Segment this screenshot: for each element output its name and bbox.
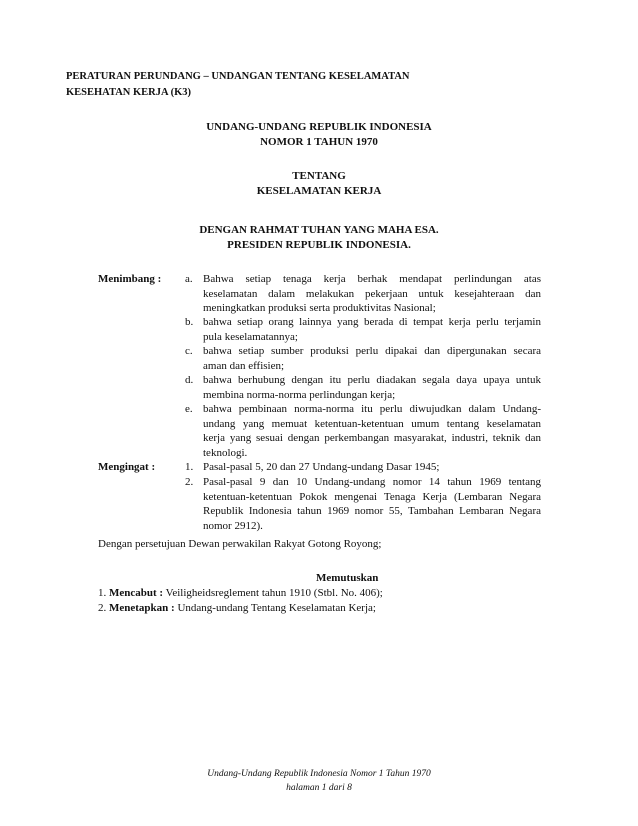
text-line: teknologi. xyxy=(203,446,248,459)
document-header-line-2: KESEHATAN KERJA (K3) xyxy=(66,87,192,98)
law-subject: KESELAMATAN KERJA xyxy=(256,185,382,197)
text-line: ketentuan-ketentuan Pokok mengenai Tenaga Kerja (Lembaran Negara xyxy=(203,490,541,503)
about-label: TENTANG xyxy=(292,170,346,182)
menimbang-item-e xyxy=(203,402,541,460)
menimbang-item-b xyxy=(203,315,541,344)
text-line: Pasal-pasal 9 dan 10 Undang-undang nomor 14 tahun 1969 tentang xyxy=(203,476,541,488)
mengingat-item-number: 2. xyxy=(185,476,194,488)
law-number: NOMOR 1 TAHUN 1970 xyxy=(260,136,378,148)
mengingat-item-2 xyxy=(203,475,541,533)
decision-item-2 xyxy=(98,601,376,616)
menimbang-item-letter: b. xyxy=(185,316,194,328)
mengingat-item-number: 1. xyxy=(185,461,194,473)
decision-item-1 xyxy=(98,586,383,601)
text-line: membina norma-norma perlindungan kerja; xyxy=(203,388,396,401)
decision-item-label: Menetapkan : xyxy=(109,602,175,614)
decision-item-number: 1. xyxy=(98,587,107,599)
decision-item-text: Veiligheidsreglement tahun 1910 (Stbl. No. 406); xyxy=(165,587,383,599)
preamble-line-1: DENGAN RAHMAT TUHAN YANG MAHA ESA. xyxy=(199,224,439,236)
menimbang-item-letter: e. xyxy=(185,403,193,415)
document-header-line-1: PERATURAN PERUNDANG – UNDANGAN TENTANG KESELAMATAN xyxy=(66,71,410,82)
text-line: pula keselamatannya; xyxy=(203,330,298,343)
decision-item-label: Mencabut : xyxy=(109,587,164,599)
menimbang-item-d xyxy=(203,373,541,402)
text-line: bahwa setiap sumber produksi perlu dipakai dan dipergunakan secara xyxy=(203,345,541,357)
text-line: bahwa setiap orang lainnya yang berada di tempat kerja perlu terjamin xyxy=(203,316,541,328)
mengingat-label: Mengingat : xyxy=(98,461,156,473)
menimbang-item-letter: c. xyxy=(185,345,193,357)
footer-title: Undang-Undang Republik Indonesia Nomor 1 Tahun 1970 xyxy=(207,769,431,779)
text-line: meningkatkan produksi serta produktivitas Nasional; xyxy=(203,302,436,314)
mengingat-item-1 xyxy=(203,460,541,475)
text-line: Pasal-pasal 5, 20 dan 27 Undang-undang Dasar 1945; xyxy=(203,461,440,473)
menimbang-item-letter: a. xyxy=(185,273,193,285)
menimbang-label: Menimbang : xyxy=(98,273,162,285)
text-line: bahwa berhubung dengan itu perlu diadakan segala daya upaya untuk xyxy=(203,374,541,386)
menimbang-item-a xyxy=(203,272,541,316)
law-title: UNDANG-UNDANG REPUBLIK INDONESIA xyxy=(206,121,432,133)
page-number: halaman 1 dari 8 xyxy=(286,783,352,793)
preamble-line-2: PRESIDEN REPUBLIK INDONESIA. xyxy=(227,239,411,251)
text-line: Republik Indonesia tahun 1969 nomor 55, Tambahan Lembaran Negara xyxy=(203,505,541,517)
approval-statement: Dengan persetujuan Dewan perwakilan Rakyat Gotong Royong; xyxy=(98,538,382,550)
text-line: nomor 2912). xyxy=(203,519,263,532)
text-line: keselamatan dalam melakukan pekerjaan untuk kesejahteraan dan xyxy=(203,287,541,300)
decision-item-text: Undang-undang Tentang Keselamatan Kerja; xyxy=(177,602,376,614)
text-line: bahwa pembinaan norma-norma itu perlu diwujudkan dalam Undang- xyxy=(203,403,541,415)
text-line: undang yang memuat ketentuan-ketentuan umum tentang keselamatan xyxy=(203,417,541,430)
decision-item-number: 2. xyxy=(98,602,107,614)
menimbang-item-c xyxy=(203,344,541,373)
menimbang-item-letter: d. xyxy=(185,374,194,386)
decision-heading: Memutuskan xyxy=(316,572,379,584)
text-line: Bahwa setiap tenaga kerja berhak mendapat perlindungan atas xyxy=(203,273,541,285)
text-line: kerja yang sesuai dengan perkembangan masyarakat, industri, teknik dan xyxy=(203,432,541,444)
text-line: aman dan effisien; xyxy=(203,359,285,372)
